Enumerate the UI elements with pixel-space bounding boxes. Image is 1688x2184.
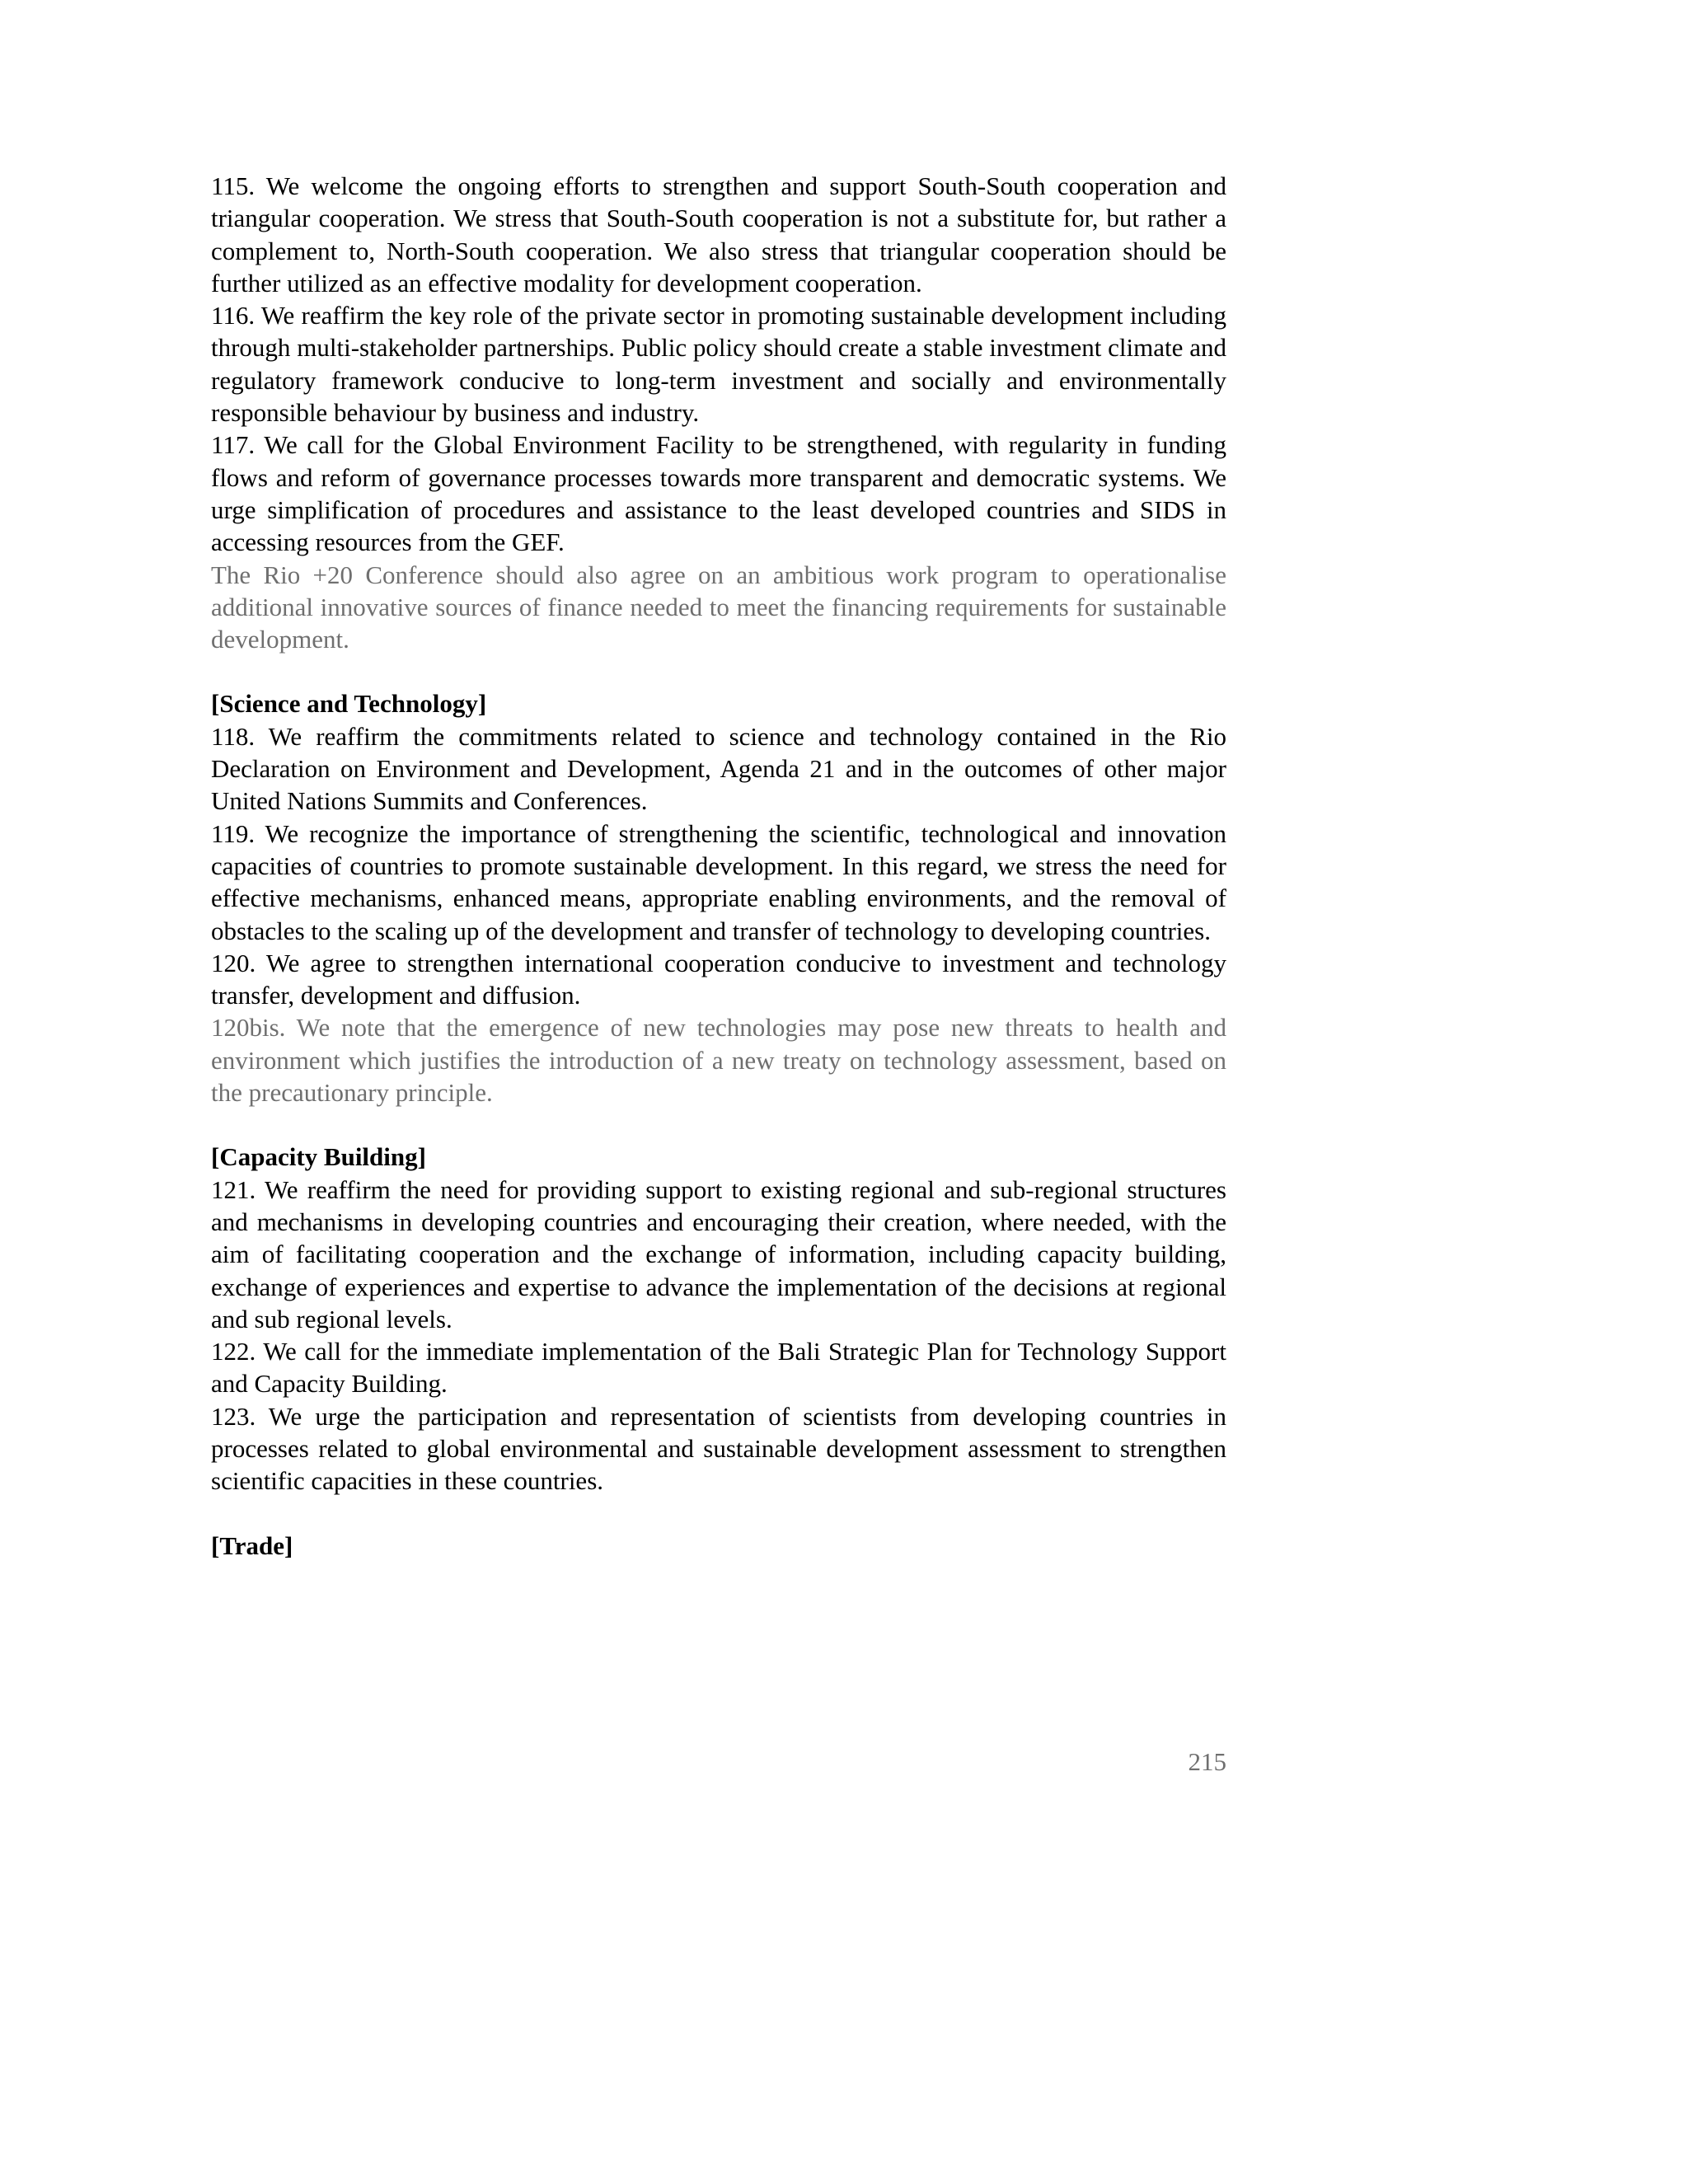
paragraph-123: 123. We urge the participation and representation of scientists from developing countries in processes related to global environmental and sustainable development assessment to strengthen scientific capacities in these countries. — [211, 1401, 1226, 1496]
paragraph-rio20-inserted: The Rio +20 Conference should also agree on an ambitious work program to operationalise additional innovative sources of finance needed to meet the financing requirements for sustainable development. — [211, 560, 1226, 654]
page-number: 215 — [1188, 1747, 1226, 1776]
document-body — [211, 170, 1226, 1562]
paragraph-118: 118. We reaffirm the commitments related to science and technology contained in the Rio Declaration on Environment and Development, Agenda 21 and in the outcomes of other major United Nations Summits and Conferences. — [211, 721, 1226, 816]
paragraph-115: 115. We welcome the ongoing efforts to strengthen and support South-South cooperation and triangular cooperation. We stress that South-South cooperation is not a substitute for, but rather a complement to, North-South cooperation. We also stress that triangular cooperation should be further utilized as an effective modality for development cooperation. — [211, 171, 1226, 298]
paragraph-122: 122. We call for the immediate implementation of the Bali Strategic Plan for Technology Support and Capacity Building. — [211, 1337, 1226, 1399]
paragraph-121: 121. We reaffirm the need for providing support to existing regional and sub-regional structures and mechanisms in developing countries and encouraging their creation, where needed, with the aim of facilitating cooperation and the exchange of information, including capacity building, exchange of experiences and expertise to advance the implementation of the decisions at regional and sub regional levels. — [211, 1174, 1226, 1333]
paragraph-120bis-inserted: 120bis. We note that the emergence of new technologies may pose new threats to health and environment which justifies the introduction of a new treaty on technology assessment, based on the precautionary principle. — [211, 1013, 1226, 1108]
paragraph-116: 116. We reaffirm the key role of the private sector in promoting sustainable development including through multi-stakeholder partnerships. Public policy should create a stable investment climate and regulatory framework conducive to long-term investment and socially and environmentally responsible behaviour by business and industry. — [211, 301, 1226, 428]
section-heading-trade: [Trade] — [211, 1530, 293, 1560]
paragraph-119: 119. We recognize the importance of strengthening the scientific, technological and innovation capacities of countries to promote sustainable development. In this regard, we stress the need for effective mechanisms, enhanced means, appropriate enabling environments, and the removal of obstacles to the scaling up of the development and transfer of technology to developing countries. — [211, 818, 1226, 945]
section-heading-science-technology: [Science and Technology] — [211, 689, 487, 719]
paragraph-120: 120. We agree to strengthen international cooperation conducive to investment and technology transfer, development and diffusion. — [211, 948, 1226, 1010]
section-heading-capacity-building: [Capacity Building] — [211, 1142, 426, 1172]
paragraph-117: 117. We call for the Global Environment Facility to be strengthened, with regularity in funding flows and reform of governance processes towards more transparent and democratic systems. We urge simplification of procedures and assistance to the least developed countries and SIDS in accessing resources from the GEF. — [211, 430, 1226, 557]
